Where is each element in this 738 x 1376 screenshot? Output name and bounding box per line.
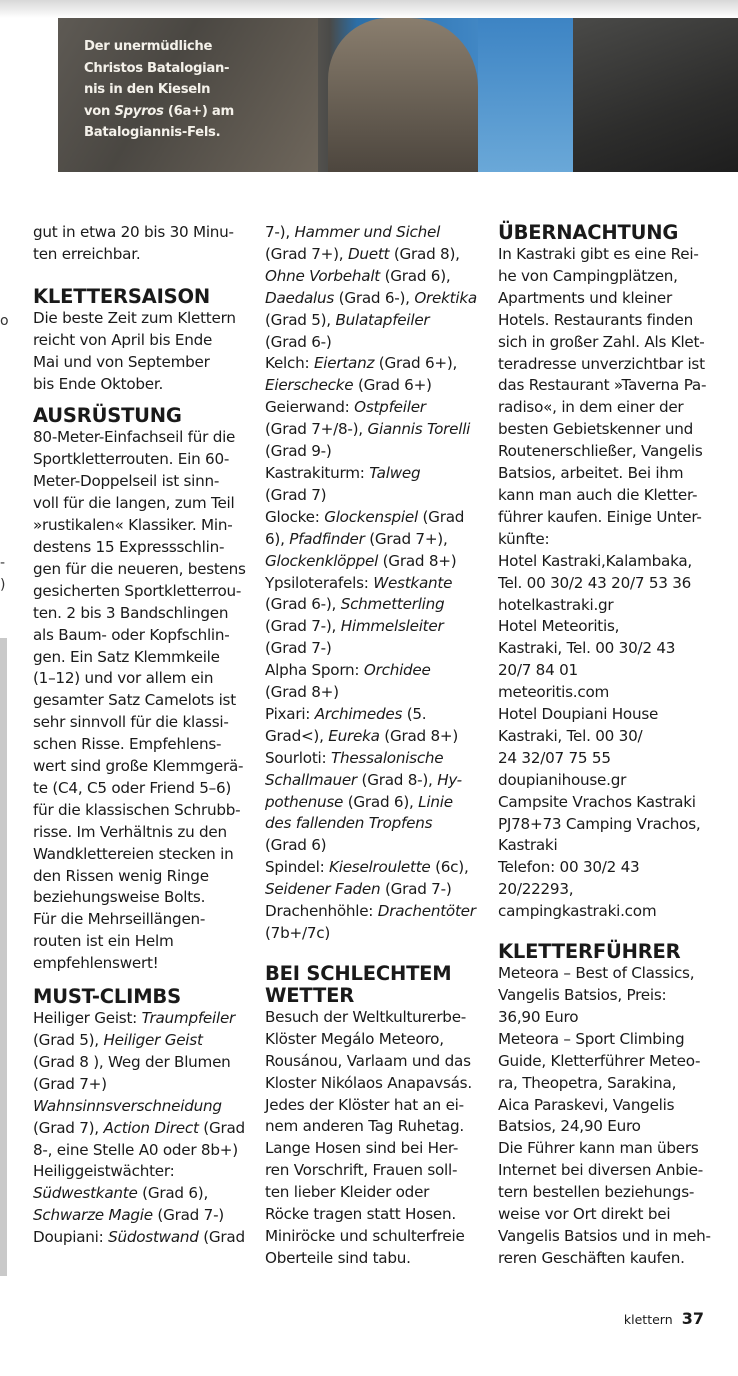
heading-klettersaison: KLETTERSAISON [33,284,210,308]
heading-must-climbs: MUST-CLIMBS [33,985,181,1009]
left-page-edge [0,638,7,1276]
column-2: 7-), Hammer und Sichel (Grad 7+), Duett (Grad 8), Ohne Vorbehalt (Grad 6), Daedalus (Grad 6-), Orektika (Grad 5), Bulatapfeiler (Grad 6-) Kelch: Eiertanz (Grad 6+), Eierschecke (Grad 6+) Geierwand: Ostpfeiler (Grad 7+/8-), Giannis Torelli (Grad 9-) Kastrakiturm: Talweg (Grad 7) Glocke: Glockenspiel (Grad 6), Pfadfinder (Grad 7+), Glockenklöppel (Grad 8+) Ypsiloterafels: Westkante (Grad 6-), Schmetterling (Grad 7-), Himmelsleiter (Grad 7-) Alpha Sporn: Orchidee (Grad 8+) Pixari: Archimedes (5. Grad<), Eureka (Grad 8+) Sourloti: Thessalonische Schallmauer (Grad 8-), Hy- pothenuse (Grad 6), Linie des fallenden Tropfens (Grad 6) Spindel: Kieselroulette (6c), Seidener Faden (Grad 7-) Drachenhöhle: Drachentöter (7b+/7c) BEI SCHLECHTEM WETTER Besuch der Weltkulturerbe- Klöster Megálo Meteoro, Rousánou, Varlaam und das Kloster Nikólaos Anapavsás. Jedes der Klöster hat an ei- nem anderen Tag Ruhetag. Lange Hosen sind bei Her- ren Vorschrift, Frauen soll- ten lieber Kleider oder Röcke tragen statt Hosen. Miniröcke und schulterfreie Oberteile sind tabu. [265,222,485,1270]
magazine-name: klettern [623,1312,673,1327]
left-page-fragment: - [0,555,6,571]
heading-bei-schlechtem-wetter: BEI SCHLECHTEM [265,961,452,985]
header-photo [58,18,738,172]
heading-kletterfuehrer: KLETTERFÜHRER [498,940,681,964]
photo-caption: Der unermüdliche Christos Batalogian- nis in den Kieseln von Spyros (6a+) am Batalogiannis-Fels. [84,39,234,140]
page-top-shadow [0,0,738,18]
photo-rock-center [328,18,478,172]
heading-ausruestung: AUSRÜSTUNG [33,404,182,428]
column-1: gut in etwa 20 bis 30 Minu- ten erreichbar. KLETTERSAISON Die beste Zeit zum Klettern reicht von April bis Ende Mai und von September bis Ende Oktober. AUSRÜSTUNG 80-Meter-Einfachseil für die Sportkletterrouten. Ein 60- Meter-Doppelseil ist sinn- voll für die langen, zum Teil »rustikalen« Klassiker. Min- destens 15 Expressschlin- gen für die neueren, bestens gesicherten Sportkletterrou- ten. 2 bis 3 Bandschlingen als Baum- oder Kopfschlin- gen. Ein Satz Klemmkeile (1–12) und vor allem ein gesamter Satz Camelots ist sehr sinnvoll für die klassi- schen Risse. Empfehlens- wert sind große Klemmgerä- te (C4, C5 oder Friend 5–6) für die klassischen Schrubb- risse. Im Verhältnis zu den Wandklettereien stecken in den Rissen wenig Ringe beziehungsweise Bolts. Für die Mehrseillängen- routen ist ein Helm empfehlenswert! MUST-CLIMBS Heiliger Geist: Traumpfeiler (Grad 5), Heiliger Geist (Grad 8 ), Weg der Blumen (Grad 7+) Wahnsinnsverschneidung (Grad 7), Action Direct (Grad 8-, eine Stelle A0 oder 8b+) Heiliggeistwächter: Südwestkante (Grad 6), Schwarze Magie (Grad 7-) Doupiani: Südostwand (Grad [33,222,248,1249]
page-number: 37 [681,1309,704,1328]
left-page-fragment: ) [0,577,6,593]
page-footer [624,1309,704,1328]
left-page-fragment: o [0,313,9,329]
column-3: ÜBERNACHTUNG In Kastraki gibt es eine Rei- he von Campingplätzen, Apartments und kleiner Hotels. Restaurants finden sich in großer Zahl. Als Klet- teradresse unverzichtbar ist das Restaurant »Taverna Pa- radiso«, in dem einer der besten Gebietskenner und Routenerschließer, Vangelis Batsios, arbeitet. Bei ihm kann man auch die Kletter- führer kaufen. Einige Unter- künfte: Hotel Kastraki,Kalambaka, Tel. 00 30/2 43 20/7 53 36 hotelkastraki.gr Hotel Meteoritis, Kastraki, Tel. 00 30/2 43 20/7 84 01 meteoritis.com Hotel Doupiani House Kastraki, Tel. 00 30/ 24 32/07 75 55 doupianihouse.gr Campsite Vrachos Kastraki PJ78+73 Camping Vrachos, Kastraki Telefon: 00 30/2 43 20/22293, campingkastraki.com KLETTERFÜHRER Meteora – Best of Classics, Vangelis Batsios, Preis: 36,90 Euro Meteora – Sport Climbing Guide, Kletterführer Meteo- ra, Theopetra, Sarakina, Aica Paraskevi, Vangelis Batsios, 24,90 Euro Die Führer kann man übers Internet bei diversen Anbie- tern bestellen beziehungs- weise vor Ort direkt bei Vangelis Batsios und in meh- reren Geschäften kaufen. [498,222,723,1270]
photo-rock-right [573,18,738,172]
photo-sky [478,18,578,172]
heading-uebernachtung: ÜBERNACHTUNG [498,221,679,244]
